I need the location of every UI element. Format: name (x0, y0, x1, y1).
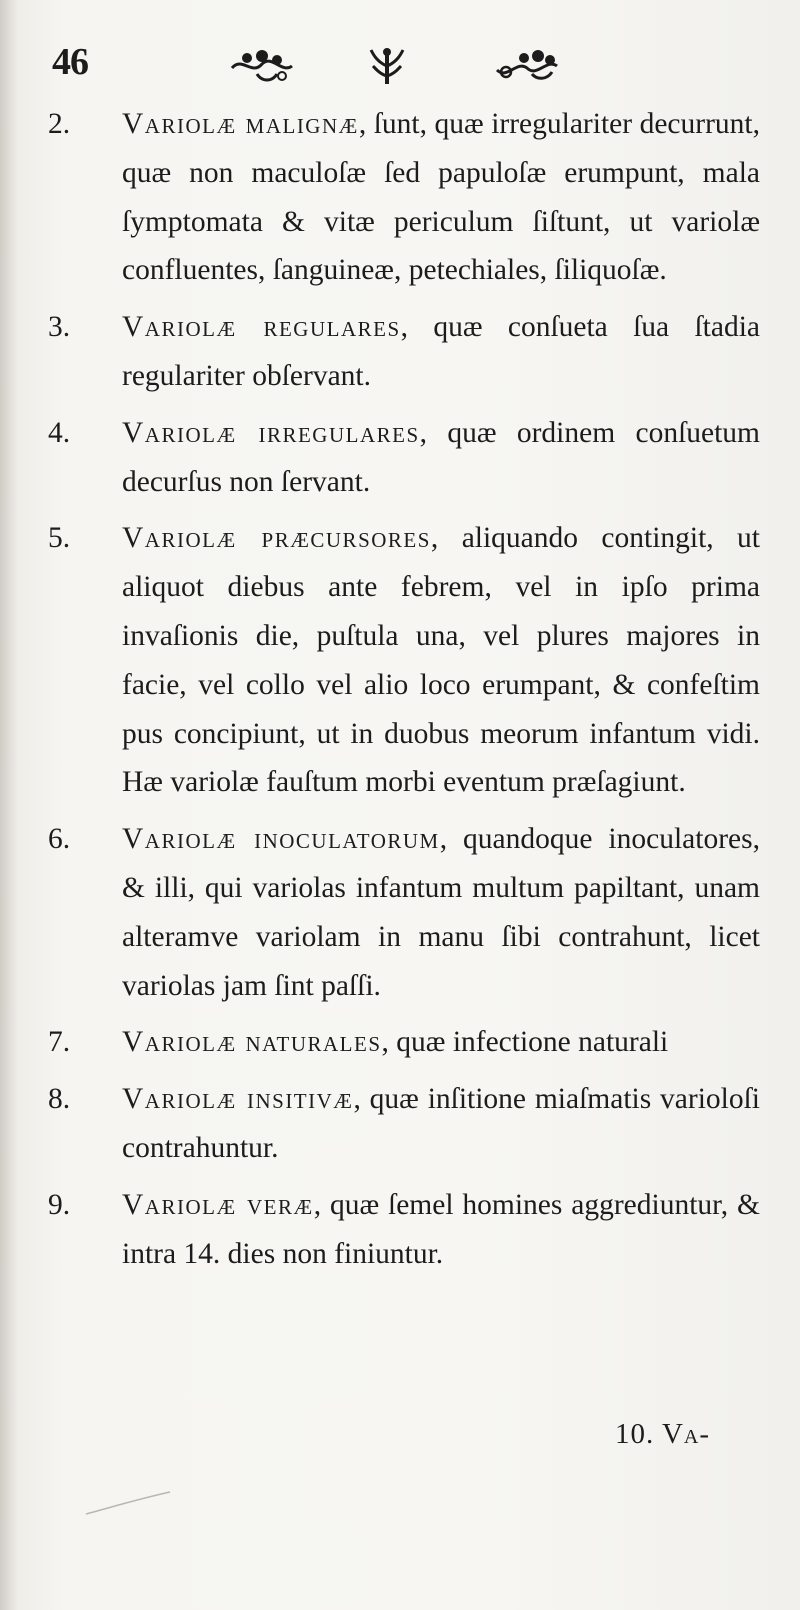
entry-term: Variolæ naturales (122, 1026, 382, 1059)
entry-number: 9. (48, 1188, 71, 1221)
entry-term: Variolæ præcursores (122, 522, 431, 555)
entry-9 (48, 1181, 760, 1279)
page-header (52, 40, 752, 100)
entry-text: , aliquando contingit, ut aliquot diebus ante febrem, vel in ipſo prima invaſionis die, puſtula una, vel plures majores in facie, vel collo vel alio loco erumpant, & confeſtim pus concipiunt, ut in duobus meorum infantum vidi. Hæ variolæ fauſtum morbi eventum præſagiunt. (122, 522, 760, 799)
entry-body (122, 815, 760, 1010)
entry-text: , quæ infectione naturali (381, 1026, 669, 1059)
entry-text: , quæ ordinem conſuetum decurſus non ſervant. (122, 416, 760, 498)
entry-text: , quæ inſitione miaſmatis varioloſi contrahuntur. (122, 1083, 761, 1164)
entry-body (122, 409, 760, 507)
entry-number: 3. (48, 311, 71, 344)
entry-number: 5. (48, 522, 71, 555)
entry-text: , quæ conſueta ſua ſtadia regulariter obſervant. (122, 311, 760, 392)
entry-body (122, 1075, 760, 1173)
entry-6 (48, 815, 760, 1010)
page-number: 46 (52, 41, 88, 83)
floral-ornament-right-icon (492, 46, 562, 86)
entry-body (122, 1018, 760, 1067)
entry-5 (48, 514, 760, 807)
entry-term: Variolæ veræ (122, 1188, 314, 1221)
pencil-mark-icon (84, 1488, 174, 1518)
entry-text: , quæ ſemel homines aggrediuntur, & intra 14. dies non finiuntur. (122, 1188, 760, 1270)
entry-3 (48, 303, 760, 401)
entry-term: Variolæ malignæ (122, 108, 359, 140)
entry-7 (48, 1018, 760, 1067)
entry-8 (48, 1075, 760, 1173)
entry-term: Variolæ insitivæ (122, 1083, 354, 1116)
entry-number: 7. (48, 1026, 71, 1059)
entry-body (122, 303, 760, 401)
entry-2 (48, 100, 760, 295)
catchword: 10. Va- (614, 1418, 710, 1450)
page-gutter-shadow (0, 0, 18, 1610)
entry-body (122, 1181, 760, 1279)
entry-number: 4. (48, 416, 71, 449)
entry-number: 6. (48, 823, 71, 856)
dictionary-entries (48, 100, 760, 1286)
entry-term: Variolæ irregulares (122, 416, 420, 449)
entry-text: , ſunt, quæ irregulariter decurrunt, quæ non maculoſæ ſed papuloſæ erumpunt, mala ſymptomata & vitæ periculum ſiſtunt, ut variolæ confluentes, ſanguineæ, petechiales, ſiliquoſæ. (122, 108, 760, 287)
entry-number: 8. (48, 1083, 71, 1116)
entry-4 (48, 409, 760, 507)
entry-term: Variolæ inoculatorum (122, 823, 440, 856)
entry-body (122, 514, 760, 807)
entry-number: 2. (48, 108, 71, 140)
entry-term: Variolæ regulares (122, 311, 401, 344)
floral-ornament-center-icon (367, 46, 407, 90)
floral-ornament-left-icon (227, 46, 297, 86)
entry-text: , quandoque inoculatores, & illi, qui variolas infantum multum papiltant, unam alteramve variolam in manu ſibi contrahunt, licet variolas jam ſint paſſi. (122, 823, 760, 1002)
entry-body (122, 100, 760, 295)
